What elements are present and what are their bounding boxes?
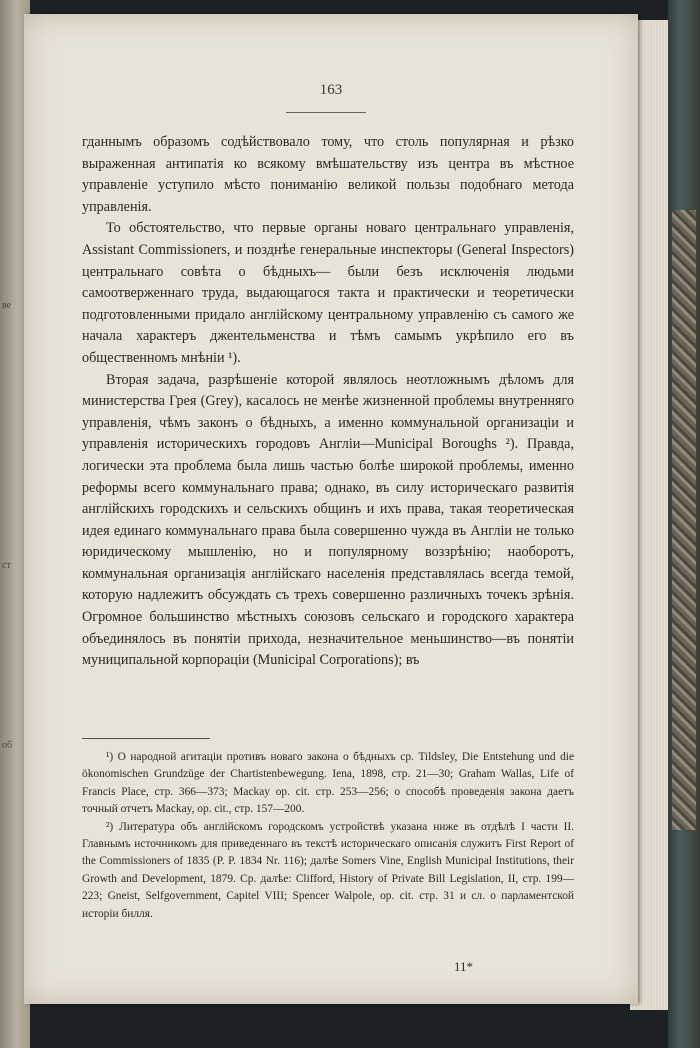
facing-page-fragment: об: [2, 740, 13, 751]
footnote-rule: [82, 738, 210, 739]
paragraph: Вторая задача, разрѣшеніе которой являлось неотложнымъ дѣломъ для министерства Грея (Grey), касалось не менѣе жизненной проблемы внутренняго управленія, чѣмъ законъ о бѣдныхъ, а именно коммунальной организаціи и управленія историческихъ городовъ Англіи—Municipal Boroughs ²). Правда, логически эта проблема была лишь частью болѣе широкой проблемы, именно реформы всего коммунальнаго права; однако, въ силу историческаго развитія англійскихъ городскихъ и сельскихъ общинъ и ихъ права, такая теоретическая идея единаго коммунальнаго права была совершенно чужда въ Англіи не только юридическому мышленію, но и популярному воззрѣнію; наоборотъ, коммунальная организація англійскаго населенія представлялась всегда темой, которую надлежитъ обсуждать съ трехъ совершенно различныхъ точекъ зрѣнія. Огромное большинство мѣстныхъ союзовъ сельскаго и городского характера объединялось въ понятіи прихода, незначительное меньшинство—въ понятіи муниципальной корпораціи (Municipal Corporations); въ: [82, 371, 574, 669]
facing-page-fragment: ве: [2, 300, 12, 311]
paragraph: гданнымъ образомъ содѣйствовало тому, что столь популярная и рѣзко выраженная антипатія ко всякому вмѣшательству изъ центра въ мѣстное управленіе уступило мѣсто пониманію великой пользы подобнаго метода управленія.: [82, 134, 574, 215]
book-page: [24, 14, 638, 1004]
footnote: ²) Литература объ англійскомъ городскомъ устройствѣ указана ниже въ отдѣлѣ I части II. Главнымъ источникомъ для приведеннаго въ текстѣ историческаго описанія служитъ First Report of the Commissioners of 1835 (P. P. 1834 Nr. 116); далѣе Somers Vine, English Municipal Institutions, their Growth and Development, 1879. Ср. далѣе: Clifford, History of Private Bill Legislation, II, стр. 199—223; Gneist, Selfgovernment, Capitel VIII; Spencer Walpole, op. cit. стр. 31 и сл. о парламентской исторіи билля.: [82, 820, 574, 920]
footnotes: [82, 749, 574, 923]
page-number: 163: [319, 82, 343, 98]
main-text: [82, 132, 574, 672]
facing-page-fragment: ст: [2, 560, 11, 571]
footnote: ¹) О народной агитаціи противъ новаго закона о бѣдныхъ ср. Tildsley, Die Entstehung und die ökonomischen Grundzüge der Chartistenbewegung. Iena, 1898, стр. 21—30; Graham Wallas, Life of Francis Place, стр. 366—373; Mackay op. cit. стр. 253—256; о способѣ проведенія закона даетъ точный отчетъ Mackay, op. cit., стр. 157—200.: [82, 751, 574, 816]
marbled-endpaper: [672, 210, 696, 830]
header-rule: [286, 112, 366, 113]
paragraph: То обстоятельство, что первые органы новаго центральнаго управленія, Assistant Commissioners, и позднѣе генеральные инспекторы (General Inspectors) центральнаго совѣта о бѣдныхъ— были безъ исключенія людьми самоотверженнаго труда, выдающагося такта и практически и теоретически подготовленными придало англійскому центральному управленію съ самого же начала характеръ джентельменства и тѣмъ самымъ укрѣпило его въ общественномъ мнѣніи ¹).: [82, 220, 574, 366]
printer-signature: 11*: [454, 959, 474, 974]
